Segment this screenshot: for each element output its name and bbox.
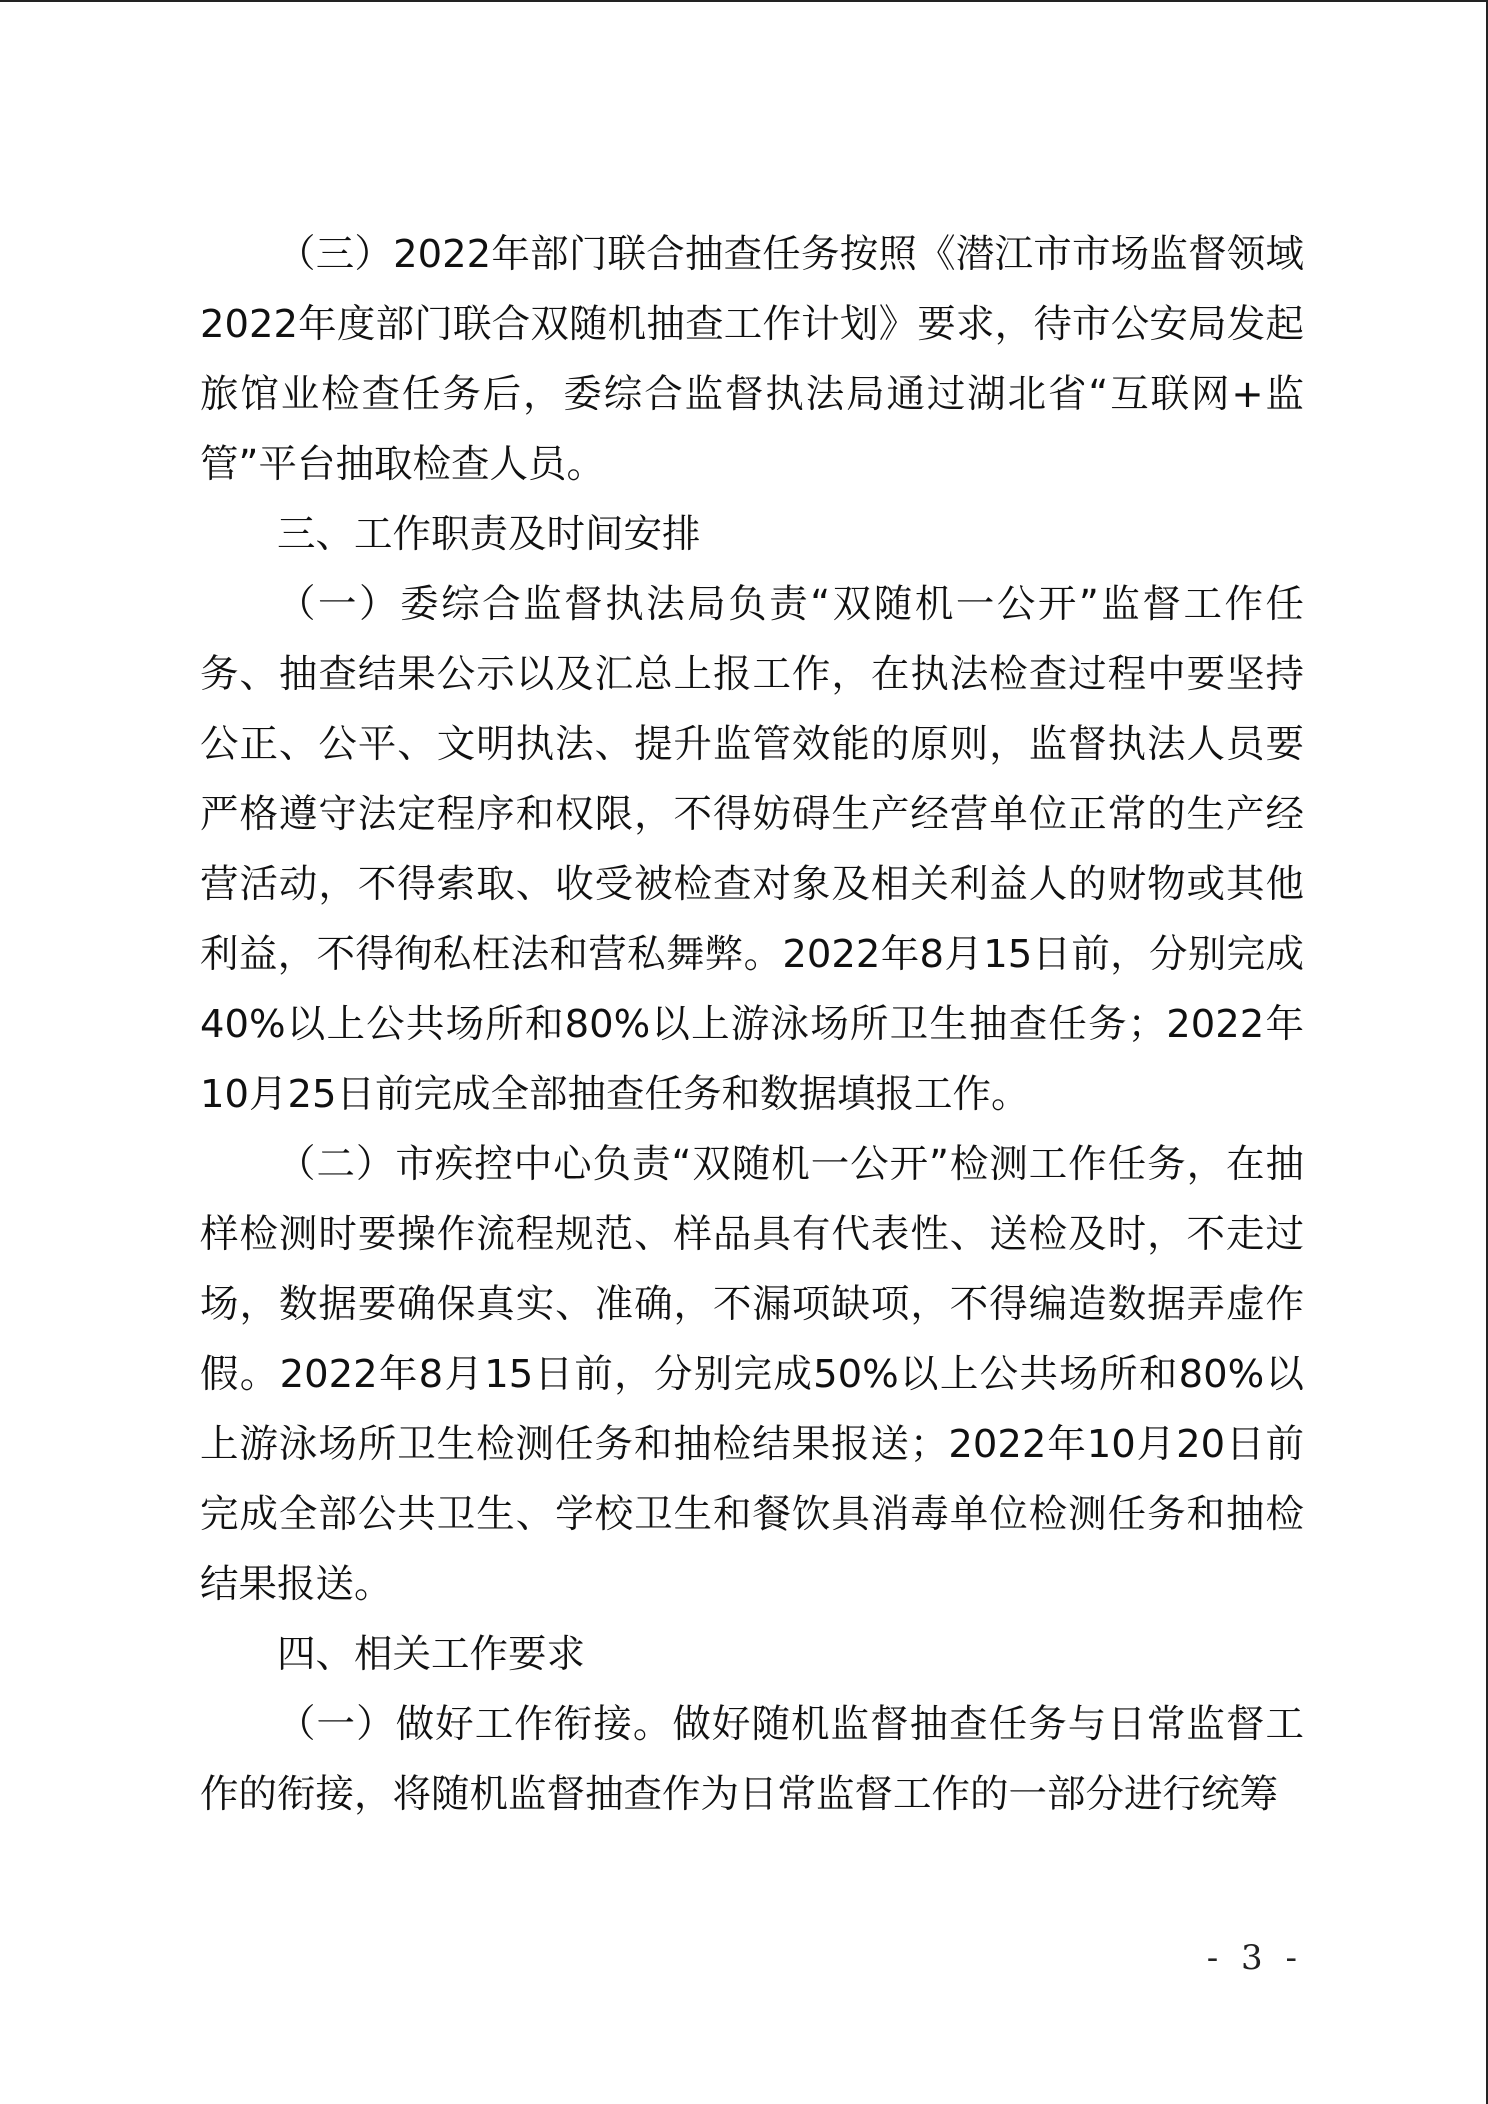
paragraph-enforcement-bureau-duties: （一）委综合监督执法局负责“双随机一公开”监督工作任务、抽查结果公示以及汇总上报工作，在执法检查过程中要坚持公正、公平、文明执法、提升监管效能的原则，监督执法人员要严格遵守法定程序和权限，不得妨碍生产经营单位正常的生产经营活动，不得索取、收受被检查对象及相关利益人的财物或其他利益，不得徇私枉法和营私舞弊。2022年8月15日前，分别完成40%以上公共场所和80%以上游泳场所卫生抽查任务；2022年10月25日前完成全部抽查任务和数据填报工作。 — [200, 582, 1304, 1117]
paragraph-joint-inspection: （三）2022年部门联合抽查任务按照《潜江市市场监督领域2022年度部门联合双随机抽查工作计划》要求，待市公安局发起旅馆业检查任务后，委综合监督执法局通过湖北省“互联网+监管”平台抽取检查人员。 — [200, 232, 1304, 487]
section-heading-responsibilities: 三、工作职责及时间安排 — [277, 512, 701, 557]
page-number: - 3 - — [1206, 1938, 1303, 1978]
section-heading-requirements: 四、相关工作要求 — [277, 1632, 586, 1677]
paragraph-cdc-duties: （二）市疾控中心负责“双随机一公开”检测工作任务，在抽样检测时要操作流程规范、样品具有代表性、送检及时，不走过场，数据要确保真实、准确，不漏项缺项，不得编造数据弄虚作假。2022年8月15日前，分别完成50%以上公共场所和80%以上游泳场所卫生检测任务和抽检结果报送；2022年10月20日前完成全部公共卫生、学校卫生和餐饮具消毒单位检测任务和抽检结果报送。 — [200, 1142, 1304, 1607]
document-body — [200, 220, 1304, 1830]
paragraph-work-coordination: （一）做好工作衔接。做好随机监督抽查任务与日常监督工作的衔接，将随机监督抽查作为日常监督工作的一部分进行统筹 — [200, 1702, 1304, 1817]
page-top-border — [0, 0, 1488, 2]
